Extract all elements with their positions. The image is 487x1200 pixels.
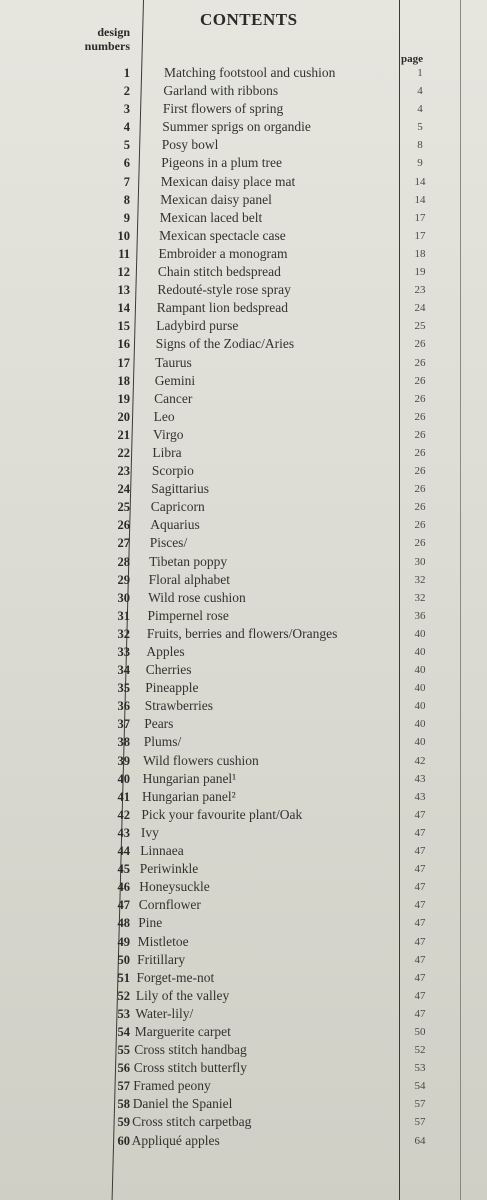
list-item: [0, 661, 487, 679]
design-name: Taurus: [155, 354, 192, 370]
design-name: Wild rose cushion: [148, 589, 246, 605]
design-name: Pick your favourite plant/Oak: [141, 806, 303, 822]
design-name: Mexican spectacle case: [159, 227, 286, 243]
design-number: 53: [117, 1006, 130, 1021]
design-name: Pimpernel rose: [147, 607, 229, 623]
design-number: 44: [117, 844, 130, 859]
design-name: Pisces/: [149, 535, 188, 551]
design-name: Linnaea: [140, 843, 184, 859]
page-number: 47: [414, 917, 426, 930]
list-item: [0, 64, 487, 82]
page-number: 40: [414, 700, 426, 713]
list-item: [0, 173, 487, 191]
design-number: 21: [117, 427, 130, 442]
design-number: 8: [123, 192, 130, 207]
list-item: [0, 824, 487, 842]
list-item: [0, 933, 487, 951]
page-number: 47: [414, 935, 426, 948]
list-item: [0, 1023, 487, 1041]
page-number: 52: [414, 1044, 426, 1057]
list-item: [0, 679, 487, 697]
design-number: 10: [117, 228, 130, 243]
page-number: 14: [414, 193, 426, 206]
page-number: 47: [414, 863, 426, 876]
design-number: 49: [117, 934, 130, 949]
list-item: [0, 733, 487, 751]
list-item: [0, 806, 487, 824]
list-item: [0, 589, 487, 607]
page-number: 5: [417, 121, 423, 134]
list-item: [0, 354, 487, 372]
design-number: 13: [117, 283, 130, 298]
page-number: 40: [414, 736, 426, 749]
list-item: [0, 317, 487, 335]
list-item: [0, 426, 487, 444]
design-name: Ladybird purse: [156, 318, 239, 334]
page-number: 30: [414, 555, 426, 568]
design-number: 57: [117, 1079, 130, 1094]
design-name: Mexican laced belt: [159, 209, 263, 225]
design-number: 52: [117, 988, 130, 1003]
list-item: [0, 1059, 487, 1077]
design-number: 39: [117, 753, 130, 768]
design-number: 56: [117, 1061, 130, 1076]
design-number: 16: [117, 337, 130, 352]
design-number: 1: [123, 66, 130, 80]
list-item: [0, 100, 487, 118]
design-name: Mistletoe: [137, 933, 189, 949]
list-item: [0, 1113, 487, 1131]
page-number: 47: [414, 826, 426, 839]
design-number: 40: [117, 771, 130, 786]
list-item: [0, 914, 487, 932]
design-number: 43: [117, 825, 130, 840]
design-number: 35: [117, 681, 130, 696]
design-number: 59: [117, 1115, 130, 1130]
design-number: 50: [117, 952, 130, 967]
list-item: [0, 607, 487, 625]
design-number: 54: [117, 1024, 130, 1039]
design-number: 3: [123, 102, 130, 117]
page-number: 26: [414, 446, 426, 459]
list-item: [0, 191, 487, 209]
design-name: Redouté-style rose spray: [157, 282, 291, 298]
design-name: Cross stitch handbag: [134, 1042, 247, 1058]
design-number: 17: [117, 355, 130, 370]
design-name: Water-lily/: [135, 1005, 194, 1021]
page-number: 26: [414, 338, 426, 351]
design-number: 26: [117, 518, 130, 533]
design-name: Garland with ribbons: [163, 83, 279, 99]
design-name: Forget-me-not: [136, 969, 215, 985]
list-item: [0, 951, 487, 969]
list-item: [0, 788, 487, 806]
list-item: [0, 408, 487, 426]
page-number: 26: [414, 501, 426, 514]
page-number: 47: [414, 989, 426, 1002]
list-item: [0, 553, 487, 571]
design-number: 11: [118, 246, 130, 261]
design-number: 29: [117, 572, 130, 587]
page-number: 47: [414, 845, 426, 858]
page-number: 26: [414, 374, 426, 387]
design-name: Cancer: [154, 390, 193, 406]
design-name: Hungarian panel¹: [142, 770, 237, 786]
list-item: [0, 118, 487, 136]
list-item: [0, 1005, 487, 1023]
page-number: 26: [414, 410, 426, 423]
page-number: 42: [414, 754, 426, 767]
list-item: [0, 534, 487, 552]
design-number: 60: [117, 1133, 130, 1148]
design-numbers-header: [60, 25, 130, 53]
page-number: 24: [414, 302, 426, 315]
design-name: Tibetan poppy: [149, 553, 228, 569]
design-name: Marguerite carpet: [134, 1023, 231, 1039]
design-number: 33: [117, 645, 130, 659]
design-number: 55: [117, 1043, 130, 1058]
design-name: Appliqué apples: [131, 1132, 220, 1148]
list-item: [0, 969, 487, 987]
page-number: 57: [414, 1098, 426, 1111]
design-name: Cherries: [145, 662, 192, 678]
list-item: [0, 372, 487, 390]
design-number: 47: [117, 898, 130, 913]
list-item: [0, 516, 487, 534]
page-number: 47: [414, 1007, 426, 1020]
page-number: 32: [414, 573, 426, 586]
page-number: 26: [414, 392, 426, 405]
design-name: Scorpio: [151, 463, 194, 479]
list-item: [0, 987, 487, 1005]
page-number: 40: [414, 718, 426, 731]
page-number: 26: [414, 356, 426, 369]
design-number: 30: [117, 590, 130, 605]
list-item: [0, 1041, 487, 1059]
list-item: [0, 878, 487, 896]
design-number: 2: [123, 84, 130, 99]
page-number: 26: [414, 428, 426, 441]
design-name: Matching footstool and cushion: [164, 65, 336, 80]
design-number: 6: [123, 156, 130, 171]
design-number: 24: [117, 482, 130, 497]
design-name: Lily of the valley: [135, 987, 230, 1003]
design-number: 12: [117, 265, 130, 280]
design-name: Cross stitch carpetbag: [132, 1114, 252, 1130]
page-number: 57: [414, 1116, 426, 1129]
design-name: Chain stitch bedspread: [157, 264, 281, 280]
design-number: 27: [117, 536, 130, 551]
list-item: [0, 697, 487, 715]
page-number: 1: [417, 67, 423, 79]
design-name: First flowers of spring: [162, 101, 284, 117]
design-number: 31: [117, 608, 130, 623]
design-number: 51: [117, 970, 130, 985]
design-name: Mexican daisy place mat: [160, 173, 296, 189]
design-number: 15: [117, 319, 130, 334]
design-name: Summer sprigs on organdie: [162, 119, 311, 135]
design-number: 5: [123, 138, 130, 153]
list-item: [0, 842, 487, 860]
list-item: [0, 462, 487, 480]
design-name: Strawberries: [144, 698, 214, 714]
design-numbers-header-line2: numbers: [84, 39, 130, 53]
design-number: 37: [117, 717, 130, 732]
list-item: [0, 263, 487, 281]
design-number: 58: [117, 1097, 130, 1112]
page-number: 40: [414, 646, 426, 658]
design-name: Cross stitch butterfly: [133, 1060, 248, 1076]
list-item: [0, 571, 487, 589]
page-number: 25: [414, 320, 426, 333]
design-name: Ivy: [140, 824, 159, 840]
design-name: Daniel the Spaniel: [132, 1096, 233, 1112]
page-number: 4: [417, 103, 423, 116]
design-number: 41: [117, 789, 130, 804]
page-number: 64: [414, 1134, 426, 1147]
list-item: [0, 715, 487, 733]
list-item: [0, 480, 487, 498]
page-number: 47: [414, 953, 426, 966]
design-number: 28: [117, 554, 130, 569]
page-number: 40: [414, 627, 426, 640]
list-item: [0, 209, 487, 227]
list-item: [0, 227, 487, 245]
design-number: 25: [117, 500, 130, 515]
list-item: [0, 498, 487, 516]
list-item: [0, 896, 487, 914]
design-number: 7: [123, 174, 130, 189]
design-number: 23: [117, 464, 130, 479]
page-number: 47: [414, 899, 426, 912]
design-number: 22: [117, 445, 130, 460]
page-number: 47: [414, 808, 426, 821]
design-name: Cornflower: [138, 897, 201, 913]
list-item: [0, 770, 487, 788]
page-number: 53: [414, 1062, 426, 1075]
list-item: [0, 154, 487, 172]
list-item: [0, 390, 487, 408]
design-number: 34: [117, 663, 130, 678]
page-column-header: page: [401, 53, 423, 65]
page-number: 26: [414, 483, 426, 496]
design-name: Fritillary: [137, 951, 186, 967]
page-number: 14: [414, 175, 426, 188]
design-name: Capricorn: [150, 499, 205, 515]
design-name: Pears: [144, 716, 174, 732]
design-number: 42: [117, 807, 130, 822]
design-name: Posy bowl: [161, 137, 219, 153]
page-number: 26: [414, 465, 426, 478]
design-name: Pineapple: [145, 680, 199, 696]
design-name: Signs of the Zodiac/Aries: [155, 336, 295, 352]
list-item: [0, 1095, 487, 1113]
design-name: Pine: [138, 915, 163, 931]
design-name: Apples: [146, 644, 185, 659]
design-number: 38: [117, 735, 130, 750]
page-number: 26: [414, 519, 426, 532]
page-number: 17: [414, 229, 426, 242]
page-number: 36: [414, 609, 426, 622]
list-item: [0, 335, 487, 353]
list-item: [0, 643, 487, 661]
page-number: 23: [414, 284, 426, 297]
page-number: 47: [414, 881, 426, 894]
page-number: 47: [414, 971, 426, 984]
design-number: 14: [117, 301, 130, 316]
design-name: Wild flowers cushion: [143, 752, 259, 768]
design-name: Embroider a monogram: [158, 245, 288, 261]
design-name: Rampant lion bedspread: [156, 300, 289, 316]
design-number: 46: [117, 880, 130, 895]
design-number: 36: [117, 699, 130, 714]
page-number: 18: [414, 247, 426, 260]
design-name: Libra: [152, 444, 182, 460]
design-number: 18: [117, 373, 130, 388]
list-item: [0, 1132, 487, 1150]
list-item: [0, 752, 487, 770]
page-number: 8: [417, 139, 423, 152]
design-name: Mexican daisy panel: [160, 191, 272, 207]
contents-list: [0, 64, 487, 1150]
design-number: 45: [117, 862, 130, 877]
page-number: 19: [414, 266, 426, 279]
list-item: [0, 1077, 487, 1095]
list-item: [0, 281, 487, 299]
design-numbers-header-line1: design: [97, 25, 130, 39]
design-name: Periwinkle: [139, 861, 199, 877]
design-name: Plums/: [143, 734, 182, 750]
page-number: 26: [414, 537, 426, 550]
design-name: Floral alphabet: [148, 571, 230, 587]
page-number: 4: [417, 85, 423, 98]
list-item: [0, 625, 487, 643]
page-title: CONTENTS: [200, 10, 298, 29]
page-number: 43: [414, 790, 426, 803]
design-number: 32: [117, 626, 130, 641]
page-number: 54: [414, 1080, 426, 1093]
design-name: Hungarian panel²: [142, 788, 236, 804]
page-number: 17: [414, 211, 426, 224]
page-number: 9: [417, 157, 423, 170]
design-name: Gemini: [154, 372, 196, 388]
design-name: Sagittarius: [151, 481, 210, 497]
list-item: [0, 82, 487, 100]
design-name: Leo: [153, 408, 175, 424]
list-item: [0, 245, 487, 263]
page-number: 32: [414, 591, 426, 604]
list-item: [0, 860, 487, 878]
design-name: Framed peony: [133, 1078, 211, 1094]
list-item: [0, 299, 487, 317]
design-number: 20: [117, 409, 130, 424]
list-item: [0, 136, 487, 154]
design-number: 19: [117, 391, 130, 406]
design-name: Fruits, berries and flowers/Oranges: [146, 625, 338, 641]
page-number: 40: [414, 682, 426, 695]
page-number: 43: [414, 772, 426, 785]
page-number: 50: [414, 1025, 426, 1038]
list-item: [0, 444, 487, 462]
design-number: 48: [117, 916, 130, 931]
design-name: Aquarius: [150, 517, 200, 533]
page-number: 40: [414, 664, 426, 677]
design-name: Honeysuckle: [139, 879, 210, 895]
design-number: 9: [123, 210, 130, 225]
design-name: Pigeons in a plum tree: [161, 155, 283, 171]
design-name: Virgo: [153, 426, 184, 442]
design-number: 4: [123, 120, 130, 135]
